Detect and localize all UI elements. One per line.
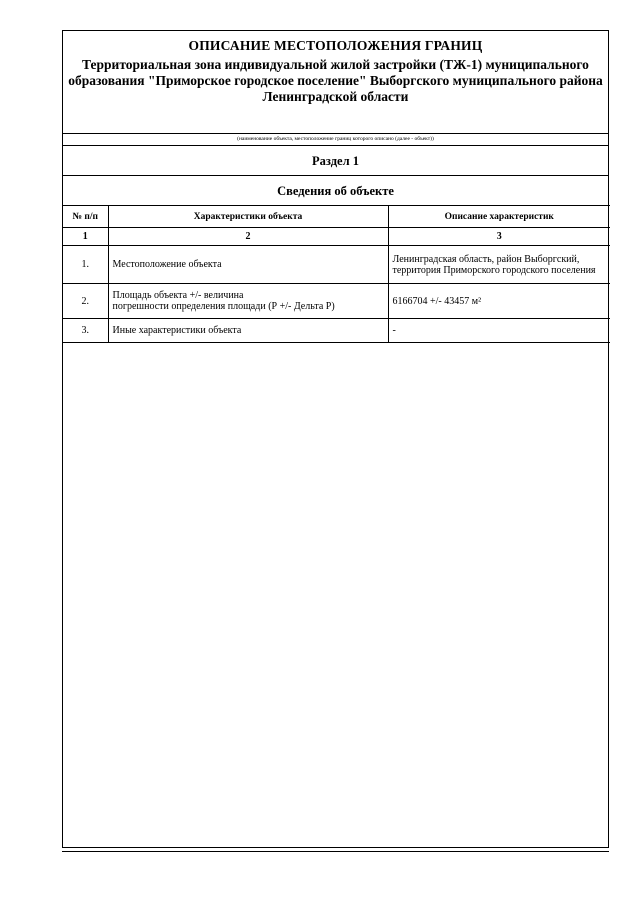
row-characteristic: Иные характеристики объекта: [108, 319, 388, 343]
table-row: [63, 284, 610, 319]
row-characteristic: Местоположение объекта: [108, 246, 388, 284]
section-title: Раздел 1: [63, 145, 608, 175]
header-num: № п/п: [63, 206, 108, 228]
column-number: 1: [63, 228, 108, 246]
table-row: [63, 319, 610, 343]
document-frame: [62, 30, 609, 848]
column-number-row: [63, 228, 610, 246]
bottom-rule: [62, 851, 609, 852]
table-row: [63, 246, 610, 284]
row-characteristic-line: погрешности определения площади (Р +/- Дельта Р): [112, 301, 335, 312]
row-num: 1.: [63, 246, 108, 284]
column-number: 2: [108, 228, 388, 246]
header-characteristic: Характеристики объекта: [108, 206, 388, 228]
header-description: Описание характеристик: [388, 206, 610, 228]
row-description: -: [388, 319, 610, 343]
row-characteristic: [108, 284, 388, 319]
column-number: 3: [388, 228, 610, 246]
row-description: Ленинградская область, район Выборгский, территория Приморского городского поселения: [388, 246, 610, 284]
document-title: ОПИСАНИЕ МЕСТОПОЛОЖЕНИЯ ГРАНИЦ: [188, 38, 483, 53]
section-subtitle: Сведения об объекте: [63, 175, 608, 205]
row-description: 6166704 +/- 43457 м²: [388, 284, 610, 319]
row-characteristic-line: Площадь объекта +/- величина: [112, 290, 244, 301]
row-num: 2.: [63, 284, 108, 319]
document-caption: (наименование объекта, местоположение границ которого описано (далее - объект)): [63, 133, 608, 145]
document-subtitle: Территориальная зона индивидуальной жилой застройки (ТЖ-1) муниципального образования "Приморское городское поселение" Выборгского муниципального района Ленинградской области: [68, 57, 603, 104]
object-info-table: [63, 205, 610, 343]
row-num: 3.: [63, 319, 108, 343]
table-header-row: [63, 206, 610, 228]
